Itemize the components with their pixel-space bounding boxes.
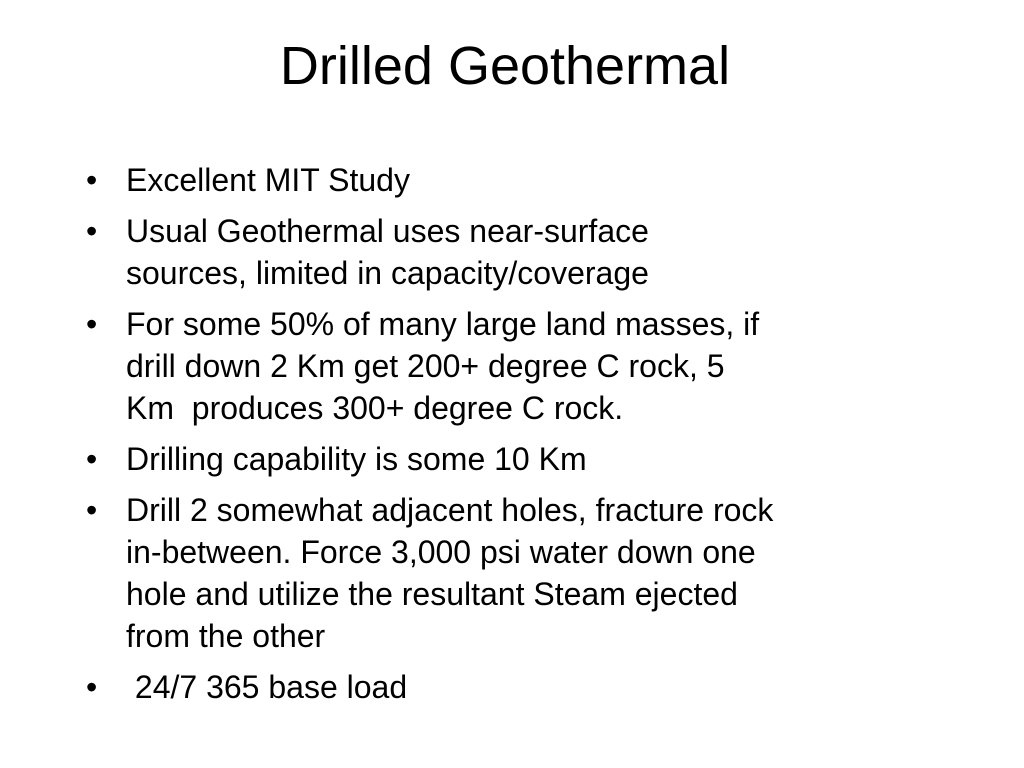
bullet-text: sources, limited in capacity/coverage — [126, 255, 649, 291]
bullet-text: hole and utilize the resultant Steam ejected — [126, 576, 738, 612]
bullet-text: Km produces 300+ degree C rock. — [126, 390, 624, 426]
bullet-item — [86, 666, 966, 708]
bullet-dot-icon: • — [86, 162, 98, 198]
bullet-text: in-between. Force 3,000 psi water down one — [126, 534, 756, 570]
bullet-text: Drilling capability is some 10 Km — [126, 441, 587, 477]
bullet-text: For some 50% of many large land masses, if — [126, 306, 760, 342]
bullet-text: from the other — [126, 618, 326, 654]
bullet-item — [86, 438, 966, 480]
bullet-dot-icon: • — [86, 669, 98, 705]
bullet-dot-icon: • — [86, 441, 98, 477]
slide-title: Drilled Geothermal — [279, 36, 731, 96]
bullet-text: Excellent MIT Study — [126, 162, 410, 198]
bullet-dot-icon: • — [86, 492, 98, 528]
bullet-item — [86, 489, 966, 657]
bullet-text: Usual Geothermal uses near-surface — [126, 213, 649, 249]
bullet-text: 24/7 365 base load — [126, 669, 408, 705]
bullet-item — [86, 159, 966, 201]
bullet-item — [86, 210, 966, 294]
bullet-item — [86, 303, 966, 429]
bullet-dot-icon: • — [86, 306, 98, 342]
bullet-text: Drill 2 somewhat adjacent holes, fracture rock — [126, 492, 774, 528]
bullet-dot-icon: • — [86, 213, 98, 249]
bullet-list — [86, 159, 966, 717]
bullet-text: drill down 2 Km get 200+ degree C rock, 5 — [126, 348, 725, 384]
